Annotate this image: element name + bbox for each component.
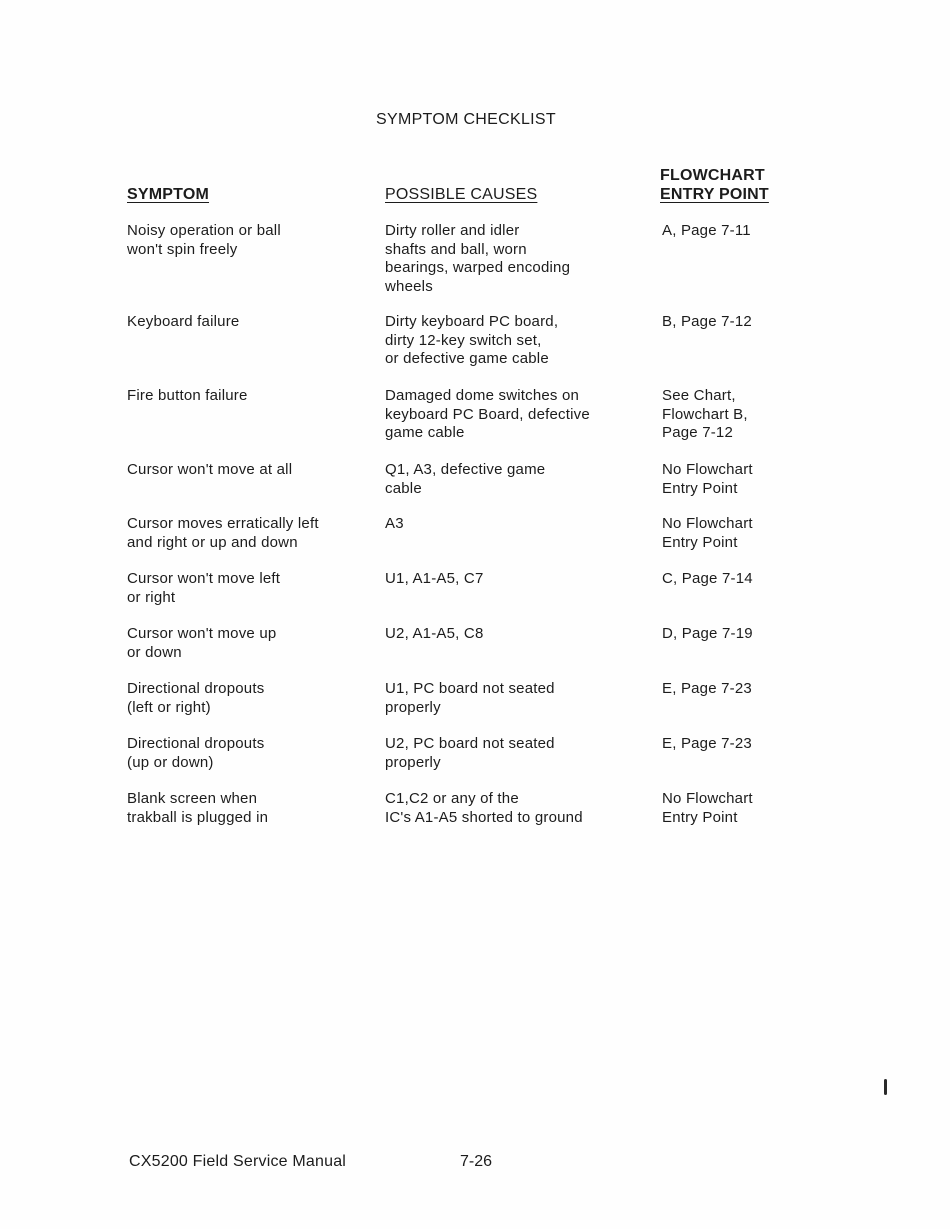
possible-causes-cell: Q1, A3, defective game cable xyxy=(385,461,546,497)
possible-causes-cell: C1,C2 or any of the IC's A1-A5 shorted to ground xyxy=(385,790,583,826)
possible-causes-cell: Damaged dome switches on keyboard PC Board, defective game cable xyxy=(385,387,590,441)
symptom-cell: Directional dropouts (up or down) xyxy=(127,735,265,771)
column-header-possible-causes: POSSIBLE CAUSES xyxy=(385,186,538,203)
entry-point-cell: See Chart, Flowchart B, Page 7-12 xyxy=(662,387,748,441)
column-header-entry-line1: FLOWCHART xyxy=(660,167,765,184)
entry-point-cell: No Flowchart Entry Point xyxy=(662,515,753,551)
symptom-cell: Noisy operation or ball won't spin freely xyxy=(127,222,281,258)
column-header-entry-line2: ENTRY POINT xyxy=(660,186,769,203)
possible-causes-cell: U2, PC board not seated properly xyxy=(385,735,555,771)
entry-point-cell: E, Page 7-23 xyxy=(662,680,752,697)
symptom-cell: Fire button failure xyxy=(127,387,248,404)
column-header-symptom: SYMPTOM xyxy=(127,186,210,203)
symptom-cell: Blank screen when trakball is plugged in xyxy=(127,790,269,826)
entry-point-cell: A, Page 7-11 xyxy=(662,222,751,239)
entry-point-cell: C, Page 7-14 xyxy=(662,570,753,587)
entry-point-cell: No Flowchart Entry Point xyxy=(662,790,753,826)
symptom-cell: Cursor moves erratically left and right or up and down xyxy=(127,515,319,551)
entry-point-cell: D, Page 7-19 xyxy=(662,625,753,642)
possible-causes-cell: U2, A1-A5, C8 xyxy=(385,625,484,642)
margin-mark xyxy=(884,1079,887,1095)
symptom-cell: Cursor won't move up or down xyxy=(127,625,277,661)
possible-causes-cell: U1, PC board not seated properly xyxy=(385,680,555,716)
entry-point-cell: No Flowchart Entry Point xyxy=(662,461,753,497)
entry-point-cell: E, Page 7-23 xyxy=(662,735,752,752)
possible-causes-cell: Dirty roller and idler shafts and ball, worn bearings, warped encoding wheels xyxy=(385,222,571,295)
possible-causes-cell: U1, A1-A5, C7 xyxy=(385,570,484,587)
possible-causes-cell: Dirty keyboard PC board, dirty 12-key switch set, or defective game cable xyxy=(385,313,559,367)
symptom-cell: Directional dropouts (left or right) xyxy=(127,680,265,716)
page-title: SYMPTOM CHECKLIST xyxy=(376,111,556,128)
footer-page-number: 7-26 xyxy=(460,1153,493,1170)
symptom-cell: Cursor won't move left or right xyxy=(127,570,281,606)
entry-point-cell: B, Page 7-12 xyxy=(662,313,752,330)
possible-causes-cell: A3 xyxy=(385,515,404,532)
column-header-flowchart-entry-point xyxy=(660,166,769,204)
symptom-cell: Cursor won't move at all xyxy=(127,461,293,478)
symptom-cell: Keyboard failure xyxy=(127,313,240,330)
footer-manual-title: CX5200 Field Service Manual xyxy=(129,1153,347,1170)
